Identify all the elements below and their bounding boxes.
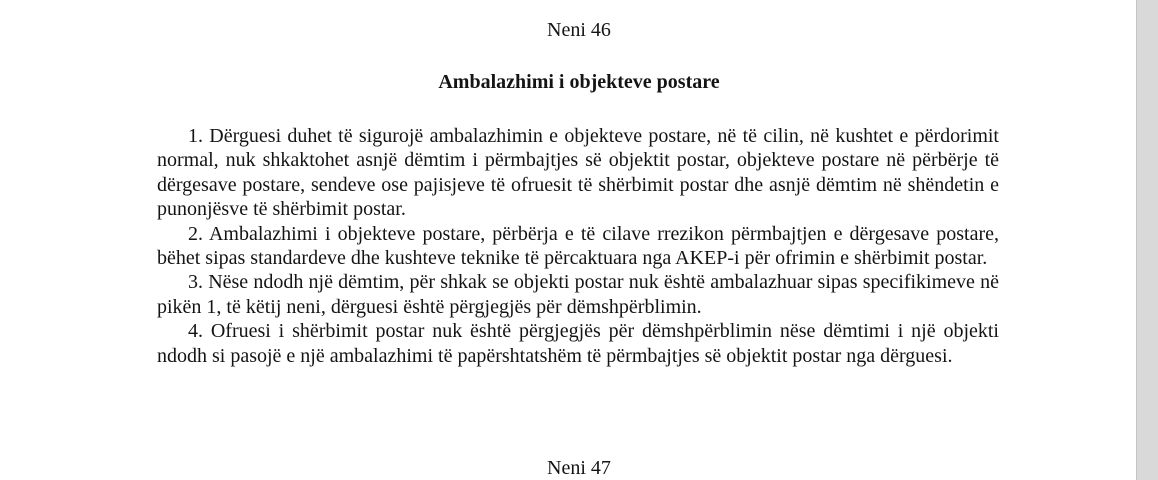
article-title: Ambalazhimi i objekteve postare xyxy=(438,71,720,93)
page-edge-gutter xyxy=(1136,0,1158,480)
article-body xyxy=(157,124,999,368)
next-article-number: Neni 47 xyxy=(547,457,611,479)
paragraph-3: 3. Nëse ndodh një dëmtim, për shkak se objekti postar nuk është ambalazhuar sipas specifikimeve në pikën 1, të këtij neni, dërguesi është përgjegjës për dëmshpërblimin. xyxy=(157,271,999,318)
paragraph-2: 2. Ambalazhimi i objekteve postare, përbërja e të cilave rrezikon përmbajtjen e dërgesave postare, bëhet sipas standardeve dhe kushteve teknike të përcaktuara nga AKEP-i për ofrimin e shërbimit postar. xyxy=(157,222,999,270)
paragraph-4: 4. Ofruesi i shërbimit postar nuk është përgjegjës për dëmshpërblimin nëse dëmtimi i një objekti ndodh si pasojë e një ambalazhimi të papërshtatshëm të përmbajtjes së objektit postar nga dërguesi. xyxy=(157,320,999,367)
article-number: Neni 46 xyxy=(547,19,611,41)
paragraph-1: 1. Dërguesi duhet të sigurojë ambalazhimin e objekteve postare, në të cilin, në kushtet e përdorimit normal, nuk shkaktohet asnjë dëmtim i përmbajtjes së objektit postar, objekteve postare në përbërje të dërgesave postare, sendeve ose pajisjeve të ofruesit të shërbimit postar dhe asnjë dëmtim në shëndetin e punonjësve të shërbimit postar. xyxy=(157,125,999,221)
